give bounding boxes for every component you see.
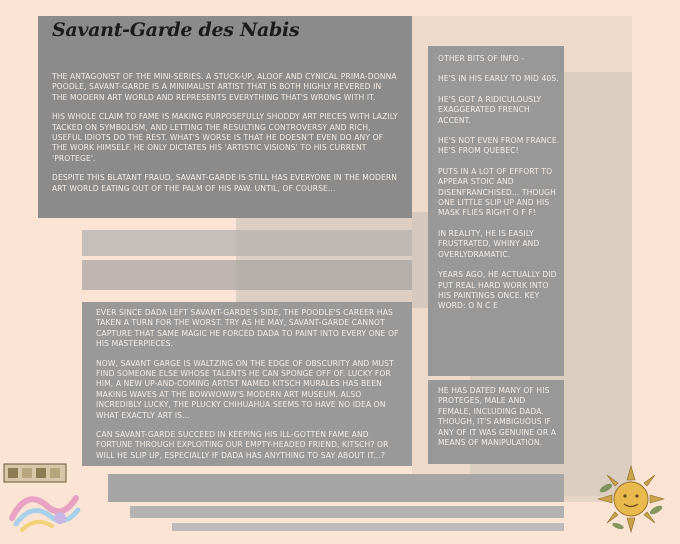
strip-2 <box>82 260 412 290</box>
info-heading: OTHER BITS OF INFO - <box>438 54 525 63</box>
intro-paragraph: HIS WHOLE CLAIM TO FAME IS MAKING PURPOSEFULLY SHODDY ART PIECES WITH LAZILY TACKED ON SYMBOLISM, AND LETTING THE RESULTING CONTROVERSY AND RICH, USEFUL IDIOTS DO THE REST. WHAT'S WORSE IS THAT HE DOESN'T EVEN DO ANY OF THE WORK HIMSELF. HE ONLY DICTATES HIS 'ARTISTIC VISIONS' TO HIS CURRENT 'PROTEGE'. <box>52 112 398 163</box>
info-panel <box>428 46 564 376</box>
bottom-bar-1 <box>108 474 564 502</box>
info-item: HE'S GOT A RIDICULOUSLY EXAGGERATED FRENCH ACCENT. <box>438 94 542 125</box>
artist-logo-icon <box>2 458 82 540</box>
intro-text <box>52 72 398 203</box>
bottom-bar-3 <box>172 523 564 531</box>
story-paragraph: EVER SINCE DADA LEFT SAVANT-GARDE'S SIDE, THE POODLE'S CAREER HAS TAKEN A TURN FOR THE WORST. TRY AS HE MAY, SAVANT-GARDE CANNOT CAPTURE THAT SAME MAGIC HE FORCED DADA TO PAINT INTO EVERY ONE OF HIS MASTERPIECES. <box>96 308 399 349</box>
page-title: Savant-Garde des Nabis <box>52 19 300 41</box>
story-paragraph: CAN SAVANT-GARDE SUCCEED IN KEEPING HIS ILL-GOTTEN FAME AND FORTUNE THROUGH EXPLOITING OUR EMPTY-HEADED FRIEND, KITSCH? OR WILL HE SLIP UP, ESPECIALLY IF DADA HAS ANYTHING TO SAY ABOUT IT...? <box>96 430 389 460</box>
intro-paragraph: DESPITE THIS BLATANT FRAUD, SAVANT-GARDE IS STILL HAS EVERYONE IN THE MODERN ART WORLD EATING OUT OF THE PALM OF HIS PAW. UNTIL, OF COURSE... <box>52 173 398 193</box>
info-extra-panel <box>428 380 564 464</box>
intro-panel <box>38 16 412 218</box>
story-paragraph: NOW, SAVANT GARGE IS WALTZING ON THE EDGE OF OBSCURITY AND MUST FIND SOMEONE ELSE WHOSE TALENTS HE CAN SPONGE OFF OF. LUCKY FOR HIM, A NEW UP-AND-COMING ARTIST NAMED KITSCH MURALES HAS BEEN MAKING WAVES AT THE BOWWOWW'S MODERN ART MUSEUM. ALSO INCREDIBLY LUCKY, THE PLUCKY CHIHUAHUA SEEMS TO HAVE NO IDEA ON WHAT EXACTLY ART IS... <box>96 358 394 420</box>
info-extra: HE HAS DATED MANY OF HIS PROTEGES, MALE AND FEMALE, INCLUDING DADA. THOUGH, IT'S AMBIGUOUS IF ANY OF IT WAS GENUINE OR A MEANS OF MANIPULATION. <box>438 386 557 448</box>
intro-paragraph: THE ANTAGONIST OF THE MINI-SERIES. A STUCK-UP, ALOOF AND CYNICAL PRIMA-DONNA POODLE, SAVANT-GARDE IS A MINIMALIST ARTIST THAT IS BOTH HIGHLY REVERED IN THE MODERN ART WORLD AND REPRESENTS EVERYTHING THAT'S WRONG WITH IT. <box>52 72 397 102</box>
info-item: IN REALITY, HE IS EASILY FRUSTRATED, WHINY AND OVERLYDRAMATIC. <box>438 228 540 259</box>
info-item: HE'S NOT EVEN FROM FRANCE. HE'S FROM QUEBEC! <box>438 136 560 156</box>
strip-1 <box>82 230 412 256</box>
info-item: PUTS IN A LOT OF EFFORT TO APPEAR STOIC AND DISENFRANCHISED... THOUGH ONE LITTLE SLIP UP AND HIS MASK FLIES RIGHT O F F! <box>438 166 556 218</box>
info-text <box>438 54 560 322</box>
story-panel <box>82 302 412 466</box>
info-item: HE'S IN HIS EARLY TO MID 40S. <box>438 74 559 84</box>
bottom-bar-2 <box>130 506 564 518</box>
info-item: YEARS AGO, HE ACTUALLY DID PUT REAL HARD WORK INTO HIS PAINTINGS ONCE. KEY WORD: O N C E <box>438 270 557 311</box>
info-extra-text <box>438 386 560 458</box>
sun-icon <box>596 464 666 534</box>
story-text <box>96 308 402 470</box>
